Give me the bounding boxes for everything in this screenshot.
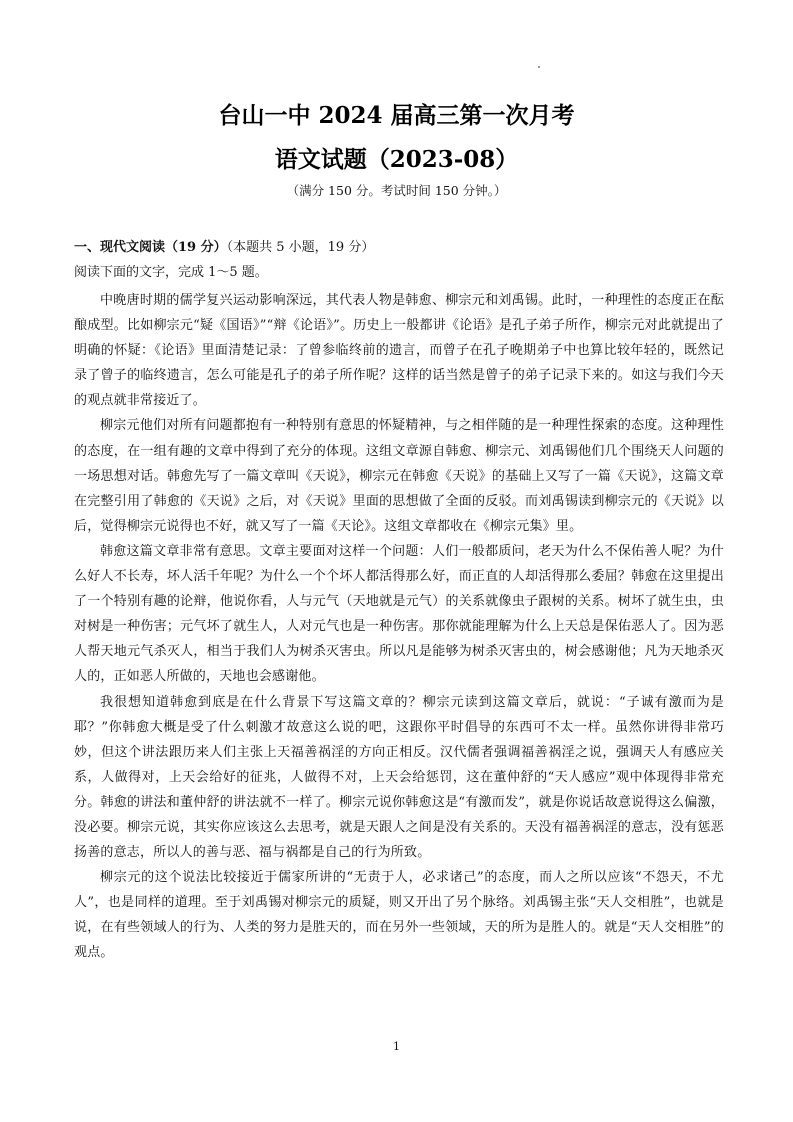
passage-paragraph: 韩愈这篇文章非常有意思。文章主要面对这样一个问题：人们一般都质问，老天为什么不保佑善人呢？为什么好人不长寿，坏人活千年呢？为什么一个个坏人都活得那么好，而正直的人却活得那么委屈？韩愈在这里提出了一个特别有趣的论辩，他说你看，人与元气（天地就是元气）的关系就像虫子跟树的关系。树坏了就生虫，虫对树是一种伤害；元气坏了就生人，人对元气也是一种伤害。那你就能理解为什么上天总是保佑恶人了。因为恶人帮天地元气杀灭人，相当于我们人为树杀灭害虫。所以凡是能够为树杀灭害虫的，树会感谢他；凡为天地杀灭人的，正如恶人所做的，天地也会感谢他。 [74, 543, 724, 685]
passage-paragraph: 中晚唐时期的儒学复兴运动影响深远，其代表人物是韩愈、柳宗元和刘禹锡。此时，一种理性的态度正在酝酿成型。比如柳宗元“疑《国语》”“辩《论语》”。历史上一般都讲《论语》是孔子弟子所作，柳宗元对此就提出了明确的怀疑：《论语》里面清楚记录：了曾参临终前的遗言，而曾子在孔子晚期弟子中也算比较年轻的，既然记录了曾子的临终遗言，怎么可能是孔子的弟子所作呢？这样的话当然是曾子的弟子记录下来的。如这与我们今天的观点就非常接近了。 [74, 293, 724, 409]
scan-speck [538, 66, 540, 68]
passage-paragraph: 柳宗元他们对所有问题都抱有一种特别有意思的怀疑精神，与之相伴随的是一种理性探索的态度。这种理性的态度，在一组有趣的文章中得到了充分的体现。这组文章源自韩愈、柳宗元、刘禹锡他们几个围绕天人问题的一场思想对话。韩愈先写了一篇文章叫《天说》，柳宗元在韩愈《天说》的基础上又写了一篇《天说》，这篇文章在完整引用了韩愈的《天说》之后，对《天说》里面的思想做了全面的反驳。而刘禹锡读到柳宗元的《天说》以后，觉得柳宗元说得也不好，就又写了一篇《天论》。这组文章都收在《柳宗元集》里。 [74, 418, 724, 534]
passage-body [74, 288, 724, 966]
section-note: （本题共 5 小题，19 分） [226, 240, 375, 255]
passage-paragraph: 柳宗元的这个说法比较接近于儒家所讲的“无责于人，必求诸己”的态度，而人之所以应该“不怨天，不尤人”，也是同样的道理。至于刘禹锡对柳宗元的质疑，则又开出了另个脉络。刘禹锡主张“天人交相胜”，也就是说，在有些领域人的行为、人类的努力是胜天的，而在另外一些领域，天的所为是胜人的。就是“天人交相胜”的观点。 [74, 870, 724, 961]
page-number: 1 [393, 1040, 400, 1053]
section-title: 一、现代文阅读（19 分） [74, 240, 227, 255]
passage-paragraph: 我很想知道韩愈到底是在什么背景下写这篇文章的？柳宗元读到这篇文章后，就说：“子诚有激而为是耶？”你韩愈大概是受了什么刺激才故意这么说的吧，这跟你平时倡导的东西可不太一样。虽然你讲得非常巧妙，但这个讲法跟历来人们主张上天福善祸淫的方向正相反。汉代儒者强调福善祸淫之说，强调天人有感应关系，人做得对，上天会给好的征兆，人做得不对，上天会给惩罚，这在董仲舒的“天人感应”观中体现得非常充分。韩愈的讲法和董仲舒的讲法就不一样了。柳宗元说你韩愈这是“有激而发”，就是你说话故意说得这么偏激，没必要。柳宗元说，其实你应该这么去思考，就是天跟人之间是没有关系的。天没有福善祸淫的意志，没有惩恶扬善的意志，所以人的善与恶、福与祸都是自己的行为所致。 [74, 694, 724, 861]
exam-info: （满分 150 分。考试时间 150 分钟。） [286, 183, 507, 198]
exam-subject-title: 语文试题（2023-08） [274, 146, 519, 173]
reading-instruction: 阅读下面的文字，完成 1～5 题。 [74, 265, 268, 280]
exam-title: 台山一中 2024 届高三第一次月考 [218, 102, 575, 129]
section-heading [74, 240, 374, 256]
